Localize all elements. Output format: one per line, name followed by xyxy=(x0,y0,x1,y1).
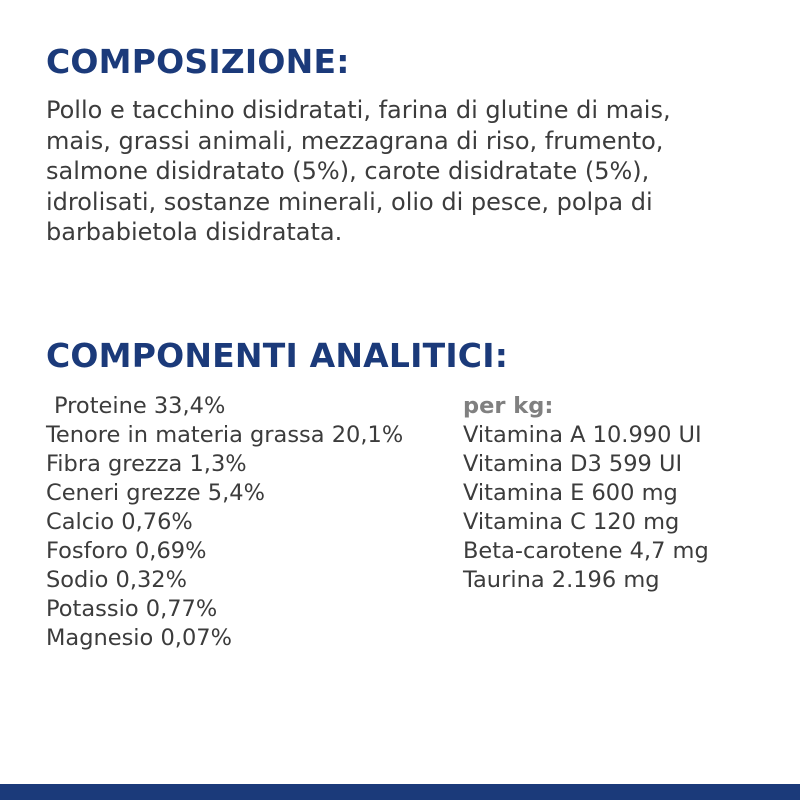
additive-item: Beta-carotene 4,7 mg xyxy=(463,538,709,564)
additive-list xyxy=(463,392,709,595)
nutrient-item: Sodio 0,32% xyxy=(46,567,187,593)
nutrient-item: Proteine 33,4% xyxy=(54,393,226,419)
nutrient-item: Ceneri grezze 5,4% xyxy=(46,480,265,506)
nutrient-item: Calcio 0,76% xyxy=(46,509,193,535)
composition-text xyxy=(46,95,746,248)
footer-bar xyxy=(0,784,800,800)
composition-line: barbabietola disidratata. xyxy=(46,218,343,246)
nutrient-list xyxy=(46,392,403,653)
nutrient-item: Magnesio 0,07% xyxy=(46,625,232,651)
additive-item: Vitamina D3 599 UI xyxy=(463,451,683,477)
composition-line: Pollo e tacchino disidratati, farina di glutine di mais, xyxy=(46,96,671,124)
nutrient-item: Tenore in materia grassa 20,1% xyxy=(46,422,404,448)
nutrient-item: Fibra grezza 1,3% xyxy=(46,451,247,477)
additive-item: Vitamina C 120 mg xyxy=(463,509,680,535)
nutrient-item: Fosforo 0,69% xyxy=(46,538,207,564)
composition-heading: COMPOSIZIONE: xyxy=(46,42,350,81)
per-kg-heading: per kg: xyxy=(463,393,554,419)
additive-item: Vitamina E 600 mg xyxy=(463,480,678,506)
additive-item: Taurina 2.196 mg xyxy=(463,567,660,593)
composition-line: idrolisati, sostanze minerali, olio di pesce, polpa di xyxy=(46,187,653,216)
composition-line: salmone disidratato (5%), carote disidratate (5%), xyxy=(46,157,650,185)
additive-item: Vitamina A 10.990 UI xyxy=(463,422,702,448)
nutrient-item: Potassio 0,77% xyxy=(46,596,218,622)
analytics-heading: COMPONENTI ANALITICI: xyxy=(46,336,509,375)
composition-line: mais, grassi animali, mezzagrana di riso, frumento, xyxy=(46,126,664,155)
